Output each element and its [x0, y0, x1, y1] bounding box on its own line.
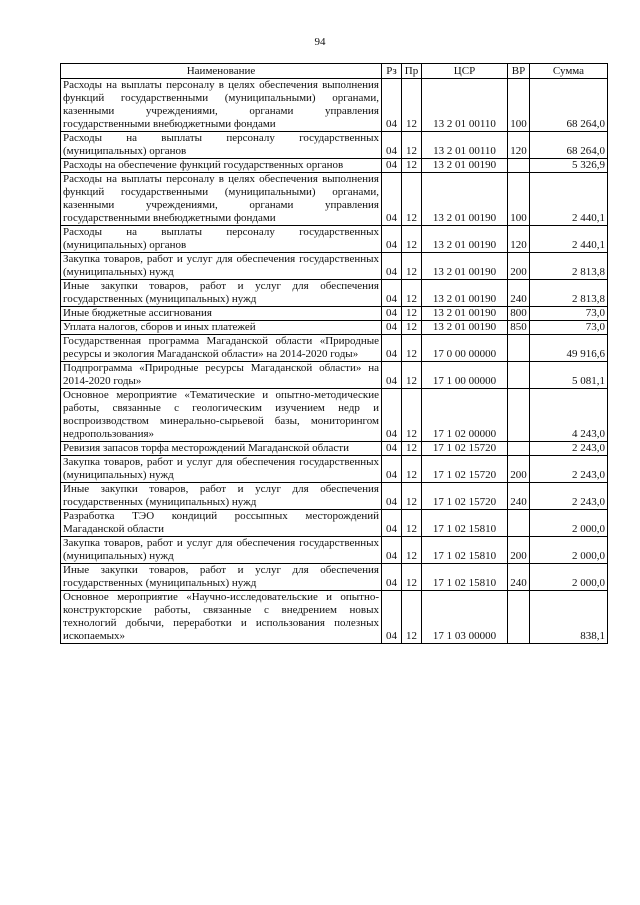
cell-pr: 12 [402, 321, 422, 335]
cell-sum: 4 243,0 [530, 389, 608, 442]
table-row [61, 253, 608, 280]
cell-rz: 04 [382, 483, 402, 510]
cell-sum: 2 813,8 [530, 280, 608, 307]
cell-csr: 17 1 02 15720 [422, 456, 508, 483]
cell-pr: 12 [402, 132, 422, 159]
cell-pr: 12 [402, 537, 422, 564]
cell-sum: 2 243,0 [530, 442, 608, 456]
table-row [61, 335, 608, 362]
cell-vr: 100 [508, 79, 530, 132]
table-row [61, 307, 608, 321]
cell-pr: 12 [402, 79, 422, 132]
cell-rz: 04 [382, 159, 402, 173]
cell-sum: 5 081,1 [530, 362, 608, 389]
cell-rz: 04 [382, 362, 402, 389]
cell-csr: 17 1 02 15720 [422, 483, 508, 510]
cell-vr: 120 [508, 132, 530, 159]
table-row [61, 362, 608, 389]
cell-vr: 240 [508, 280, 530, 307]
cell-sum: 5 326,9 [530, 159, 608, 173]
cell-rz: 04 [382, 321, 402, 335]
cell-rz: 04 [382, 173, 402, 226]
cell-vr: 200 [508, 537, 530, 564]
cell-csr: 13 2 01 00190 [422, 226, 508, 253]
cell-csr: 17 1 00 00000 [422, 362, 508, 389]
cell-sum: 2 813,8 [530, 253, 608, 280]
cell-sum: 2 440,1 [530, 226, 608, 253]
table-row [61, 564, 608, 591]
cell-pr: 12 [402, 456, 422, 483]
cell-csr: 17 1 03 00000 [422, 591, 508, 644]
cell-name: Иные бюджетные ассигнования [61, 307, 382, 321]
cell-csr: 13 2 01 00110 [422, 79, 508, 132]
cell-pr: 12 [402, 510, 422, 537]
cell-name: Расходы на выплаты персоналу государственных (муниципальных) органов [61, 132, 382, 159]
table-body [61, 79, 608, 644]
cell-pr: 12 [402, 483, 422, 510]
cell-rz: 04 [382, 456, 402, 483]
cell-name: Иные закупки товаров, работ и услуг для обеспечения государственных (муниципальных) нужд [61, 280, 382, 307]
cell-sum: 68 264,0 [530, 79, 608, 132]
table-row [61, 591, 608, 644]
cell-pr: 12 [402, 591, 422, 644]
cell-vr [508, 159, 530, 173]
cell-csr: 17 1 02 15810 [422, 564, 508, 591]
table-row [61, 280, 608, 307]
table-row [61, 321, 608, 335]
table-row [61, 537, 608, 564]
cell-pr: 12 [402, 226, 422, 253]
table-header-row [61, 64, 608, 79]
cell-vr: 850 [508, 321, 530, 335]
cell-name: Ревизия запасов торфа месторождений Магаданской области [61, 442, 382, 456]
cell-csr: 13 2 01 00190 [422, 159, 508, 173]
cell-rz: 04 [382, 226, 402, 253]
cell-vr [508, 591, 530, 644]
table-row [61, 389, 608, 442]
cell-rz: 04 [382, 335, 402, 362]
cell-sum: 2 243,0 [530, 456, 608, 483]
cell-vr: 100 [508, 173, 530, 226]
cell-rz: 04 [382, 132, 402, 159]
cell-name: Разработка ТЭО кондиций россыпных месторождений Магаданской области [61, 510, 382, 537]
header-vr: ВР [508, 64, 530, 79]
cell-sum: 68 264,0 [530, 132, 608, 159]
cell-name: Закупка товаров, работ и услуг для обеспечения государственных (муниципальных) нужд [61, 456, 382, 483]
cell-sum: 2 000,0 [530, 510, 608, 537]
cell-sum: 2 000,0 [530, 564, 608, 591]
cell-pr: 12 [402, 159, 422, 173]
cell-csr: 13 2 01 00190 [422, 280, 508, 307]
cell-rz: 04 [382, 280, 402, 307]
table-row [61, 132, 608, 159]
cell-sum: 2 440,1 [530, 173, 608, 226]
cell-sum: 838,1 [530, 591, 608, 644]
cell-csr: 17 1 02 15810 [422, 537, 508, 564]
cell-name: Подпрограмма «Природные ресурсы Магаданской области» на 2014-2020 годы» [61, 362, 382, 389]
cell-vr [508, 389, 530, 442]
cell-rz: 04 [382, 442, 402, 456]
cell-sum: 49 916,6 [530, 335, 608, 362]
cell-name: Расходы на выплаты персоналу государственных (муниципальных) органов [61, 226, 382, 253]
cell-rz: 04 [382, 79, 402, 132]
cell-vr: 200 [508, 253, 530, 280]
cell-csr: 13 2 01 00190 [422, 321, 508, 335]
cell-rz: 04 [382, 510, 402, 537]
cell-rz: 04 [382, 591, 402, 644]
cell-rz: 04 [382, 564, 402, 591]
table-row [61, 173, 608, 226]
cell-name: Расходы на выплаты персоналу в целях обеспечения выполнения функций государственными (муниципальными) органами, казенными учреждениями, органами управления государственными внебюджетными фондами [61, 79, 382, 132]
table-row [61, 79, 608, 132]
cell-vr [508, 442, 530, 456]
cell-name: Расходы на обеспечение функций государственных органов [61, 159, 382, 173]
cell-pr: 12 [402, 442, 422, 456]
cell-name: Основное мероприятие «Научно-исследовательские и опытно-конструкторские работы, связанные с внедрением новых технологий добычи, переработки и использования полезных ископаемых» [61, 591, 382, 644]
cell-vr [508, 335, 530, 362]
cell-name: Иные закупки товаров, работ и услуг для обеспечения государственных (муниципальных) нужд [61, 564, 382, 591]
cell-rz: 04 [382, 537, 402, 564]
cell-pr: 12 [402, 280, 422, 307]
cell-pr: 12 [402, 173, 422, 226]
cell-sum: 73,0 [530, 307, 608, 321]
cell-vr: 200 [508, 456, 530, 483]
cell-vr: 800 [508, 307, 530, 321]
header-rz: Рз [382, 64, 402, 79]
cell-rz: 04 [382, 253, 402, 280]
header-pr: Пр [402, 64, 422, 79]
header-sum: Сумма [530, 64, 608, 79]
cell-csr: 17 1 02 15810 [422, 510, 508, 537]
cell-csr: 13 2 01 00190 [422, 253, 508, 280]
cell-pr: 12 [402, 307, 422, 321]
cell-vr: 120 [508, 226, 530, 253]
cell-sum: 2 243,0 [530, 483, 608, 510]
cell-pr: 12 [402, 362, 422, 389]
cell-csr: 13 2 01 00190 [422, 173, 508, 226]
cell-csr: 17 1 02 15720 [422, 442, 508, 456]
cell-rz: 04 [382, 307, 402, 321]
cell-csr: 13 2 01 00190 [422, 307, 508, 321]
cell-name: Государственная программа Магаданской области «Природные ресурсы и экология Магаданской области» на 2014-2020 годы» [61, 335, 382, 362]
page-number: 94 [314, 36, 326, 48]
cell-vr [508, 510, 530, 537]
cell-name: Закупка товаров, работ и услуг для обеспечения государственных (муниципальных) нужд [61, 537, 382, 564]
cell-name: Расходы на выплаты персоналу в целях обеспечения выполнения функций государственными (муниципальными) органами, казенными учреждениями, органами управления государственными внебюджетными фондами [61, 173, 382, 226]
header-name: Наименование [61, 64, 382, 79]
cell-vr [508, 362, 530, 389]
cell-vr: 240 [508, 564, 530, 591]
budget-table [60, 63, 608, 644]
cell-vr: 240 [508, 483, 530, 510]
cell-sum: 73,0 [530, 321, 608, 335]
cell-csr: 17 1 02 00000 [422, 389, 508, 442]
table-row [61, 442, 608, 456]
cell-pr: 12 [402, 389, 422, 442]
table-row [61, 226, 608, 253]
cell-name: Закупка товаров, работ и услуг для обеспечения государственных (муниципальных) нужд [61, 253, 382, 280]
cell-name: Основное мероприятие «Тематические и опытно-методические работы, связанные с геологическим изучением недр и воспроизводством минерально-сырьевой базы, мониторингом недропользования» [61, 389, 382, 442]
table-row [61, 456, 608, 483]
table-row [61, 159, 608, 173]
table-row [61, 483, 608, 510]
cell-name: Иные закупки товаров, работ и услуг для обеспечения государственных (муниципальных) нужд [61, 483, 382, 510]
cell-csr: 13 2 01 00110 [422, 132, 508, 159]
header-csr: ЦСР [422, 64, 508, 79]
cell-name: Уплата налогов, сборов и иных платежей [61, 321, 382, 335]
cell-pr: 12 [402, 564, 422, 591]
cell-sum: 2 000,0 [530, 537, 608, 564]
cell-csr: 17 0 00 00000 [422, 335, 508, 362]
table-row [61, 510, 608, 537]
cell-rz: 04 [382, 389, 402, 442]
cell-pr: 12 [402, 253, 422, 280]
cell-pr: 12 [402, 335, 422, 362]
